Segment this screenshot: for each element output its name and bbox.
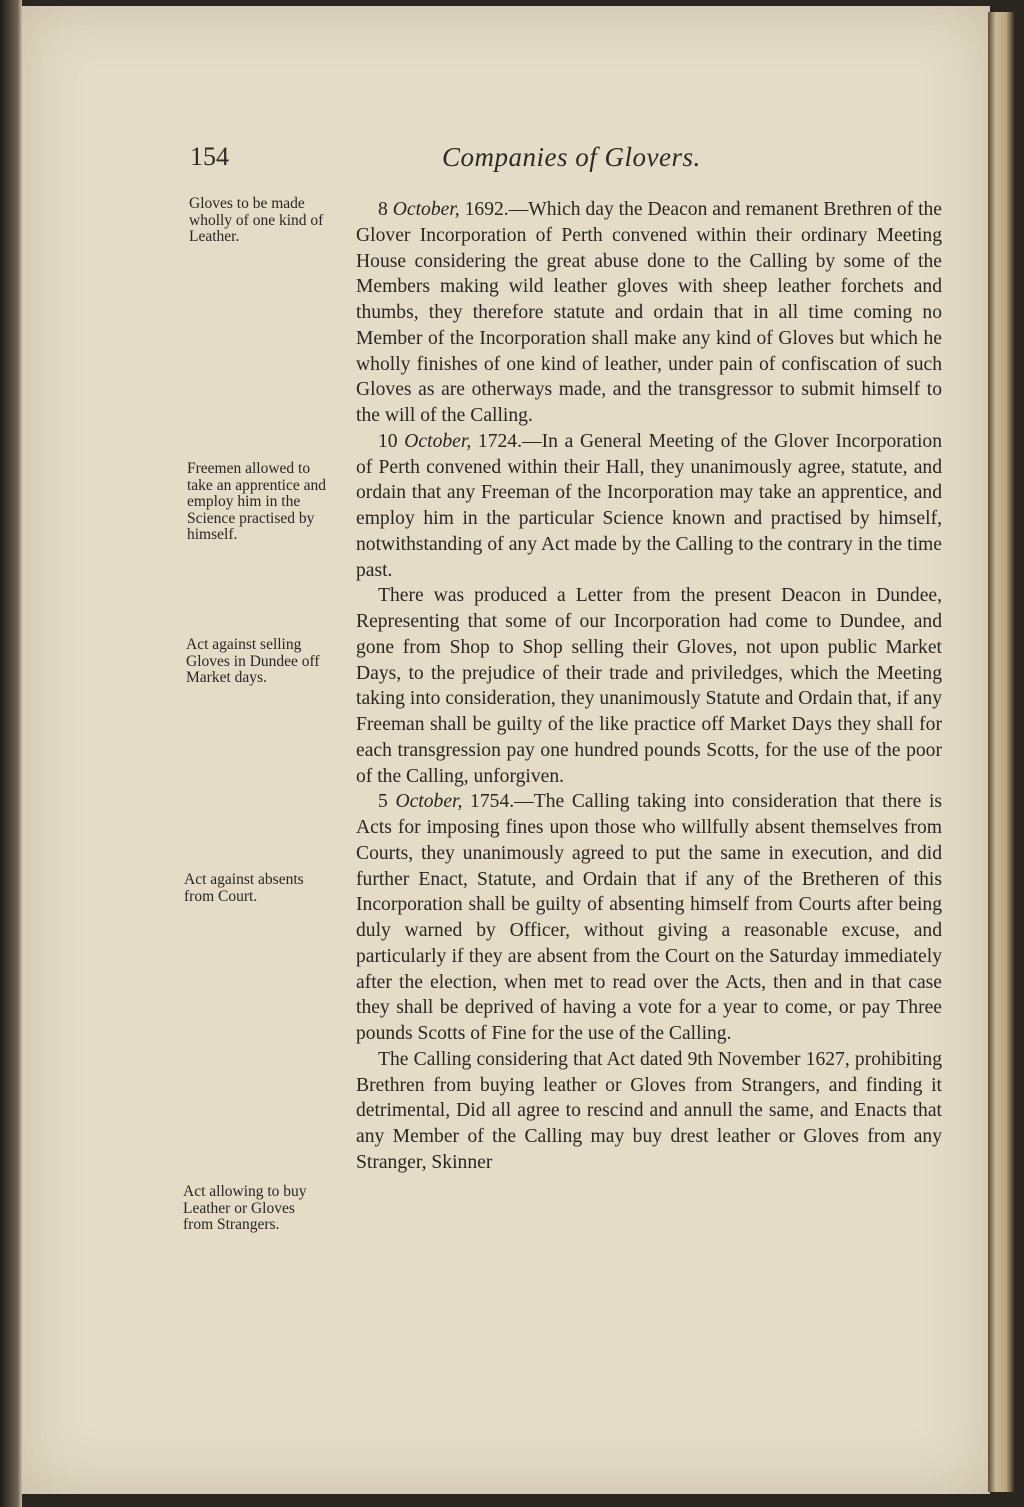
entry-text: The Calling considering that Act dated 9th November 1627, prohibiting Brethren from buying leather or Gloves from Strangers, and finding it detrimental, Did all agree to rescind and annull the same, and Enacts that any Member of the Calling may buy drest leather or Gloves from any Stranger, Skinner <box>356 1048 942 1173</box>
entry-text: —In a General Meeting of the Glover Incorporation of Perth convened within their Hall, they unanimously agree, statute, and ordain that any Freeman of the Incorporation may take an apprentice, and employ him in the particular Science known and practised by himself, notwithstanding of any Act made by the Calling to the contrary in the time past. <box>356 430 942 581</box>
paragraph-1692 <box>356 197 942 429</box>
entry-year: 1724. <box>477 430 522 452</box>
paragraph-1754 <box>356 789 942 1047</box>
entry-month: October, <box>392 199 460 220</box>
book-gutter-shadow <box>0 0 22 1507</box>
entry-day: 10 <box>378 430 398 452</box>
sidenote-dundee-market-days: Act against selling Gloves in Dundee off Market days. <box>186 636 320 686</box>
entry-day: 5 <box>378 791 388 813</box>
entry-text: There was produced a Letter from the present Deacon in Dundee, Representing that some of our Incorporation had come to Dundee, and gone from Shop to Shop selling their Gloves, not upon public Market Days, to the prejudice of their trade and priviledges, which the Meeting taking into consideration, they unanimously Statute and Ordain that, if any Freeman shall be guilty of the like practice off Market Days they shall for each transgression pay one hundred pounds Scotts, for the use of the poor of the Calling, unforgiven. <box>356 585 942 787</box>
entry-text: —The Calling taking into consideration that there is Acts for imposing fines upon those who willfully absent themselves from Courts, they unanimously agreed to put the same in execution, and did further Enact, Statute, and Ordain that if any of the Bretheren of this Incorporation shall be guilty of absenting himself from Courts after being duly warned by Officer, without giving a reasonable excuse, and particularly if they are absent from the Court on the Saturday immediately after the election, when met to read over the Acts, then and in that case they shall be deprived of having a vote for a year to come, or pay Three pounds Scotts of Fine for the use of the Calling. <box>356 791 943 1044</box>
body-text <box>356 197 942 1176</box>
entry-text: —Which day the Deacon and remanent Brethren of the Glover Incorporation of Perth convened within their ordinary Meeting House considering the great abuse done to the Calling by some of the Members making wild leather gloves with sheep leather forchets and thumbs, they therefore statute and ordain that in all time coming no Member of the Incorporation shall make any kind of Gloves but which he wholly finishes of one kind of leather, under pain of confiscation of such Gloves as are otherways made, and the transgressor to submit himself to the will of the Calling. <box>356 199 943 426</box>
running-title: Companies of Glovers. <box>442 142 701 172</box>
paragraph-1724 <box>356 429 942 584</box>
running-head <box>22 142 990 182</box>
entry-year: 1692. <box>464 199 509 220</box>
book-page <box>22 6 990 1494</box>
sidenote-absents-from-court: Act against absents from Court. <box>184 871 304 905</box>
entry-month: October, <box>395 791 463 813</box>
sidenote-leather-from-strangers: Act allowing to buy Leather or Gloves from Strangers. <box>183 1183 307 1233</box>
page-number: 154 <box>190 142 229 171</box>
entry-year: 1754. <box>470 791 515 813</box>
entry-day: 8 <box>378 199 388 220</box>
paragraph-strangers <box>356 1047 942 1176</box>
entry-month: October, <box>404 430 472 452</box>
sidenote-freemen-apprentice: Freemen allowed to take an apprentice and employ him in the Science practised by himself. <box>187 460 326 543</box>
page-edges <box>988 12 1014 1492</box>
paragraph-dundee-letter <box>356 583 942 789</box>
sidenote-gloves-one-leather: Gloves to be made wholly of one kind of Leather. <box>189 195 324 245</box>
